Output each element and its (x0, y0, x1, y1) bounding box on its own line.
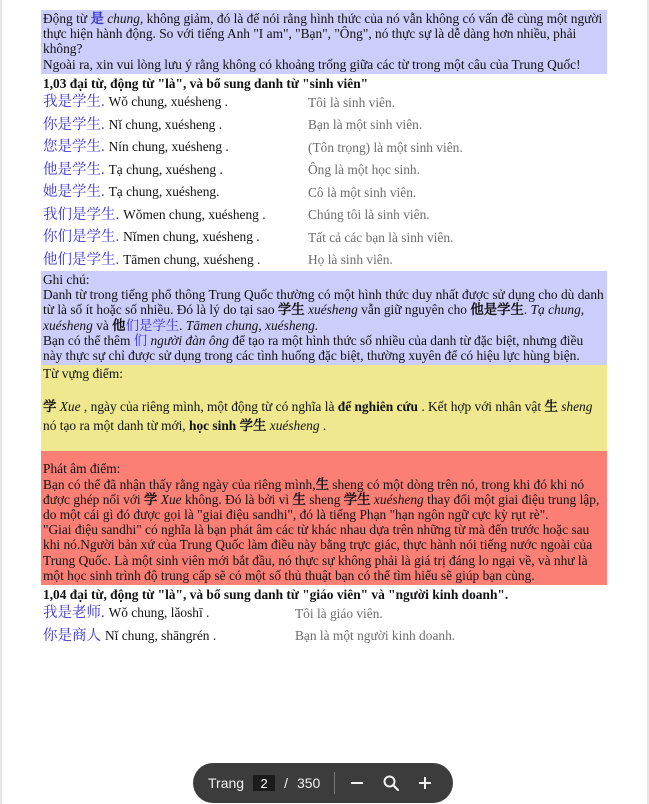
example-row: 我们是学生. Wǒmen chung, xuésheng . Chúng tôi là sinh viên. (43, 206, 430, 223)
zoom-out-button[interactable] (345, 771, 369, 795)
example-row: 她是学生. Tạ chung, xuésheng. Cô là một sinh viên. (43, 184, 417, 201)
vocab-title: Từ vựng điểm: (43, 366, 123, 382)
example-list-2 (41, 602, 607, 647)
intro-paragraph-1: Động từ 是 chung, không giảm, đó là để nói rằng hình thức của nó vẫn không có vấn đề cùng một người thực hiện hành động. So với tiếng Anh "I am", "Bạn", "Ông", nó thực sự là dễ dàng hơn nhiều, phải không? (43, 11, 603, 57)
toolbar-divider (334, 772, 335, 794)
intro-paragraph-2: Ngoài ra, xin vui lòng lưu ý rằng không có khoảng trống giữa các từ trong một câu của Trung Quốc! (43, 56, 581, 72)
magnifier-icon (382, 774, 400, 792)
pronunciation-paragraph-1: Bạn có thể đã nhận thấy rằng ngày của riêng mình,生 sheng có một dòng trên nó, trong khi đó khi nó được ghép nối với 学 Xue không. Đó là bởi vì 生 sheng 学生 xuésheng thay đổi một giai điệu trung lập, do một cái gì đó được gọi là "giai điệu sandhi", đó là tiếng Phạn "hạn ngôn ngữ cực kỳ rụt rè". (43, 476, 600, 523)
vocab-paragraph: 学 Xue , ngày của riêng mình, một động từ có nghĩa là để nghiên cứu . Kết hợp với nhân vật 生 sheng nó tạo ra một danh từ mới, học sinh 学生 xuésheng . (43, 399, 593, 434)
plus-icon (417, 775, 433, 791)
example-row: 他是学生. Tạ chung, xuésheng . Ông là một học sinh. (43, 161, 420, 178)
example-list-1 (41, 91, 607, 271)
example-row: 你是学生. Nǐ chung, xuésheng . Bạn là một sinh viên. (43, 116, 423, 133)
example-row: 你是商人 Nǐ chung, shāngrén . Bạn là một người kinh doanh. (43, 627, 456, 644)
zoom-button[interactable] (379, 771, 403, 795)
page-number-input[interactable] (253, 775, 275, 791)
page-edge-left (0, 0, 2, 804)
note-paragraph-2: Bạn có thể thêm 们 người đàn ông để tạo ra một hình thức số nhiều của danh từ đặc biệt, nhưng điều này thực sự chỉ được sử dụng trong các tình huống đặc biệt, thường xuyên để có hiệu lực hùng biện. (43, 332, 584, 364)
note-block (41, 271, 607, 365)
intro-block (41, 10, 607, 74)
page-total: 350 (296, 775, 321, 791)
section-heading-1-03: 1,03 đại từ, động từ "là", và bổ sung danh từ "sinh viên" (43, 75, 369, 91)
example-row: 您是学生. Nín chung, xuésheng . (Tôn trọng) là một sinh viên. (43, 139, 463, 156)
example-row: 他们是学生. Tāmen chung, xuésheng . Họ là sinh viên. (43, 251, 393, 268)
pronunciation-paragraph-2: "Giai điệu sandhi" có nghĩa là bạn phát âm các từ khác nhau dựa trên những từ mà đến trước hoặc sau khi nó.Người bản xứ của Trung Quốc làm điều này bằng trực giác, thực hành nói tiếng nước ngoài của Trung Quốc. Là một sinh viên mới bắt đầu, nó thực sự không phải là giá trị đáng lo ngại về, và như là một học sinh trình độ trung cấp sẽ có một số thủ thuật bạn có thể tìm hiểu sẽ giúp bạn cùng. (43, 522, 593, 583)
page-separator: / (284, 775, 288, 791)
pronunciation-title: Phát âm điểm: (43, 461, 121, 477)
note-paragraph-1: Danh từ trong tiếng phổ thông Trung Quốc thường có một hình thức duy nhất được sử dụng cho dù danh từ là số ít hoặc số nhiều. Đó là lý do tại sao 学生 xuésheng vẫn giữ nguyên cho 他是学生. Tạ chung, xuésheng và 他们是学生. Tāmen chung, xuésheng. (43, 287, 604, 333)
vocab-block (41, 365, 607, 451)
pinyin: chung, (107, 11, 144, 26)
chinese-char: 是 (90, 11, 104, 26)
example-row: 我是学生. Wǒ chung, xuésheng . Tôi là sinh viên. (43, 94, 396, 111)
example-row: 你们是学生. Nǐmen chung, xuésheng . Tất cả các bạn là sinh viên. (43, 229, 454, 246)
minus-icon (349, 775, 365, 791)
zoom-in-button[interactable] (413, 771, 437, 795)
example-row: 我是老师. Wǒ chung, lǎoshī . Tôi là giáo viên. (43, 605, 383, 622)
section-heading-1-04: 1,04 đại từ, động từ "là", và bổ sung danh từ "giáo viên" và "người kinh doanh". (43, 587, 509, 603)
pronunciation-block (41, 451, 607, 585)
page-label: Trang (208, 775, 245, 791)
page-navigation-toolbar (193, 763, 453, 803)
document-page (41, 10, 607, 647)
note-title: Ghi chú: (43, 272, 90, 288)
